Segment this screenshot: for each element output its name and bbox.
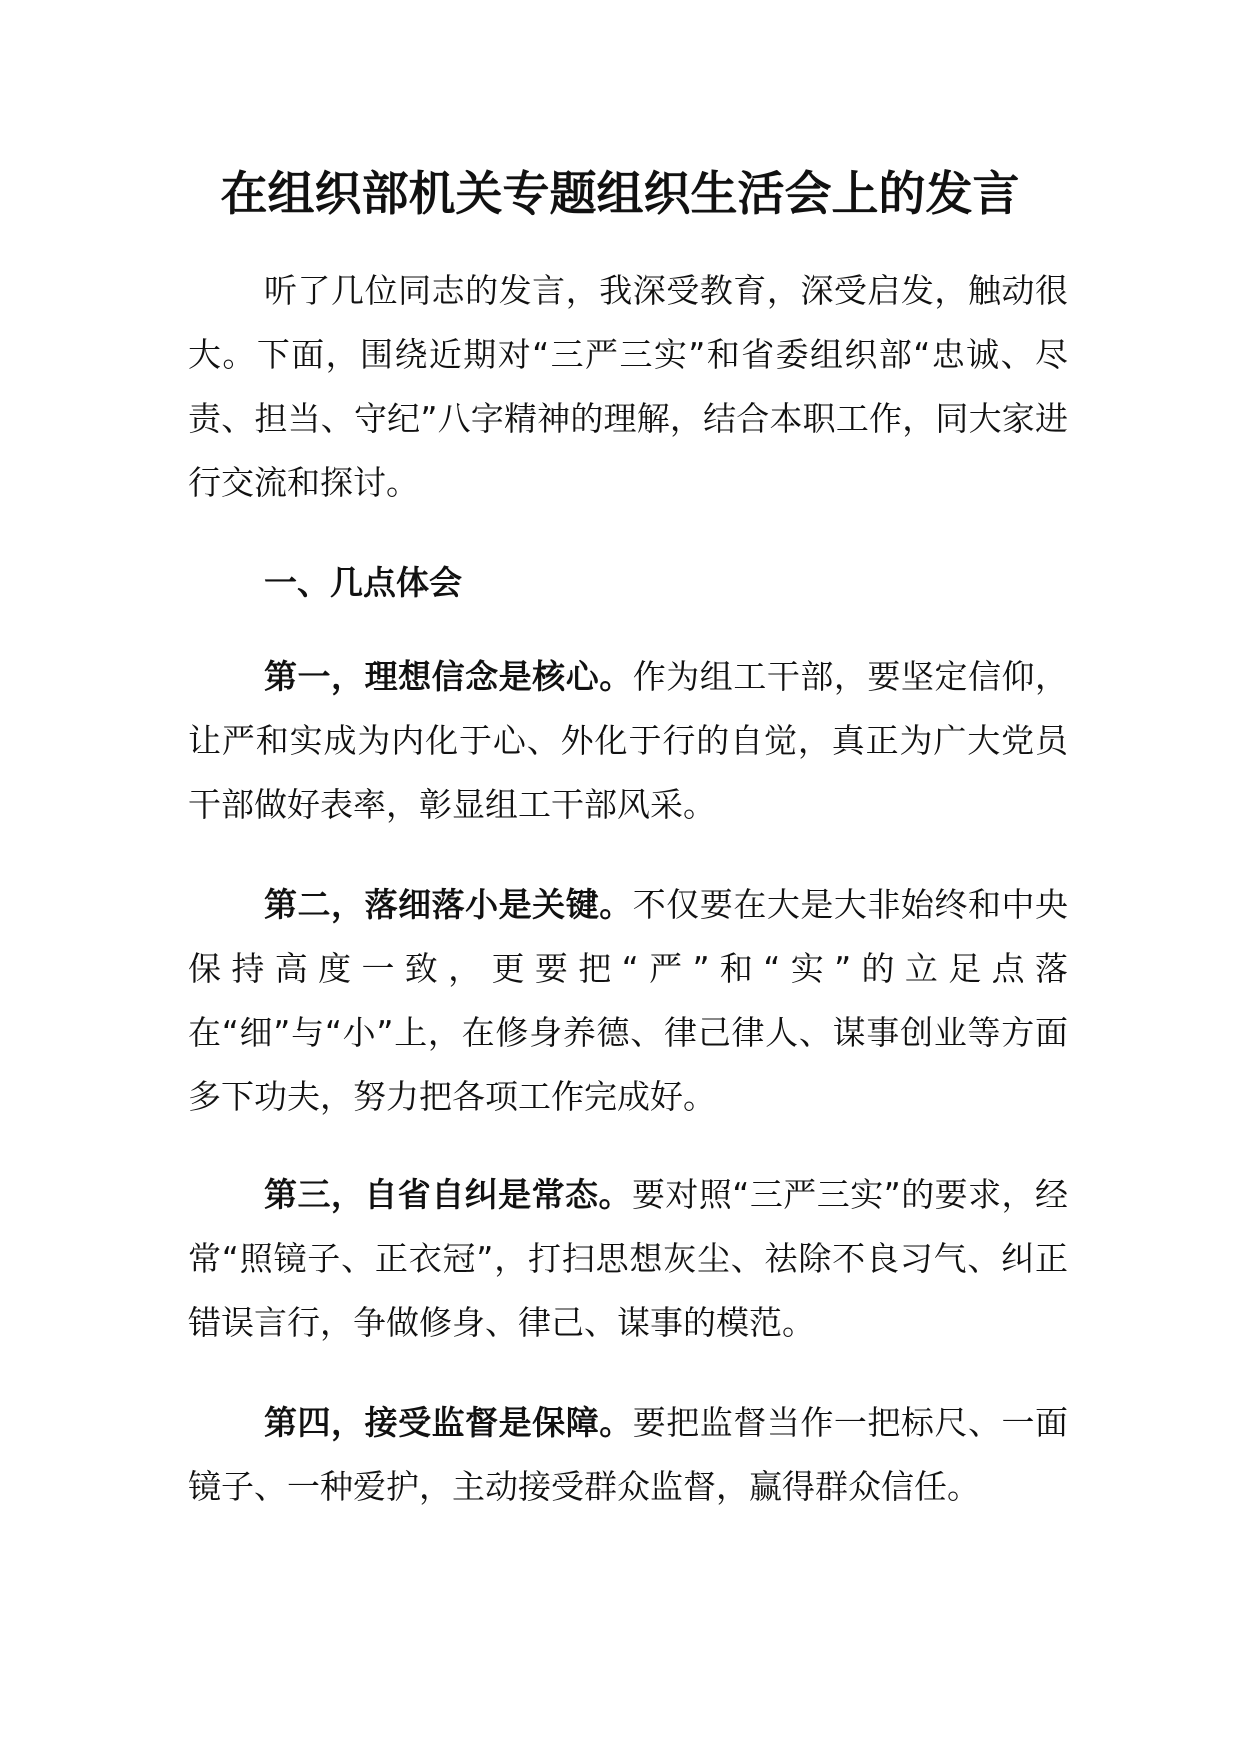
point-body-2: 不仅要在大是大非始终和中央保持高度一致，更要把“严”和“实”的立足点落在“细”与“小”上，在修身养德、律己律人、谋事创业等方面多下功夫，努力把各项工作完成好。 <box>188 885 1069 1116</box>
point-lead-4: 第四，接受监督是保障。 <box>264 1403 633 1442</box>
point-lead-2: 第二，落细落小是关键。 <box>264 885 633 924</box>
document-title: 在组织部机关专题组织生活会上的发言 <box>220 167 1020 222</box>
point-body-3: 要对照“三严三实”的要求，经常“照镜子、正衣冠”，打扫思想灰尘、祛除不良习气、纠正错误言行，争做修身、律己、谋事的模范。 <box>188 1175 1068 1342</box>
point-lead-3: 第三，自省自纠是常态。 <box>264 1175 632 1214</box>
point-paragraph-3 <box>188 1163 1068 1355</box>
point-body-1: 作为组工干部，要坚定信仰，让严和实成为内化于心、外化于行的自觉，真正为广大党员干部做好表率，彰显组工干部风采。 <box>188 657 1069 824</box>
section-heading: 一、几点体会 <box>264 563 462 602</box>
point-paragraph-2 <box>188 873 1068 1129</box>
point-lead-1: 第一，理想信念是核心。 <box>264 657 633 696</box>
point-paragraph-1 <box>188 645 1068 837</box>
point-body-4: 要把监督当作一把标尺、一面镜子、一种爱护，主动接受群众监督，赢得群众信任。 <box>188 1403 1069 1506</box>
intro-paragraph: 听了几位同志的发言，我深受教育，深受启发，触动很大。下面，围绕近期对“三严三实”和省委组织部“忠诚、尽责、担当、守纪”八字精神的理解，结合本职工作，同大家进行交流和探讨。 <box>188 271 1068 502</box>
point-paragraph-4 <box>188 1391 1068 1519</box>
